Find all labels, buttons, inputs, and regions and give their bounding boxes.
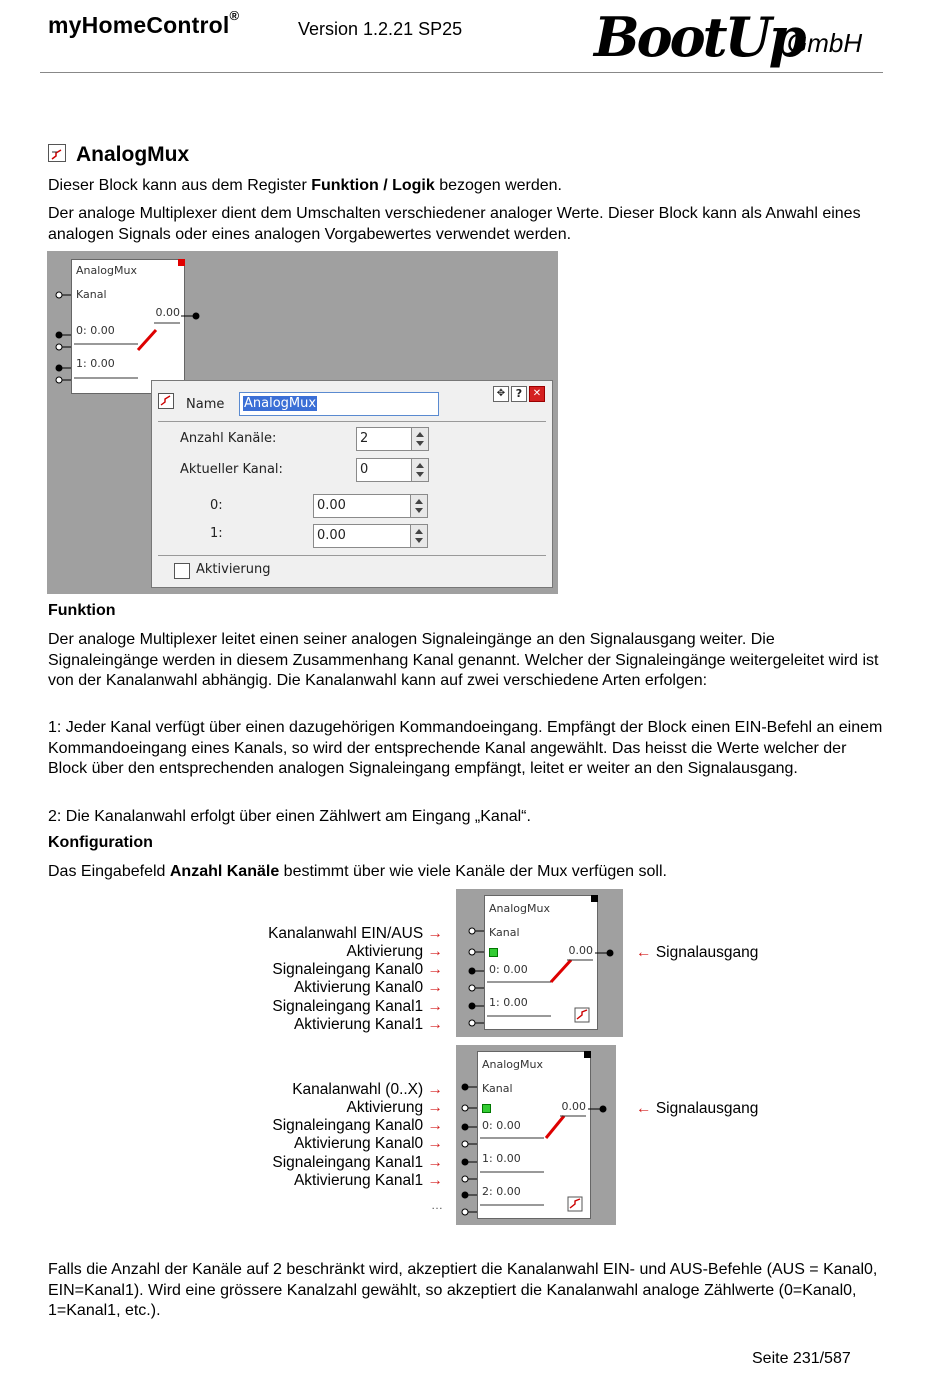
diagram1-output-value: 0.00 [568, 944, 593, 957]
channel1-input[interactable]: 0.00 [313, 524, 411, 548]
diagram1-input-connectors [466, 921, 486, 1029]
analogmux-block [71, 259, 185, 394]
closing-paragraph: Falls die Anzahl der Kanäle auf 2 beschränkt wird, akzeptiert die Kanalanwahl EIN- und AUS-Befehle (AUS = Kanal0, EIN=Kanal1). Wird eine grössere Kanalzahl gewählt, so akzeptiert die Kanalanwahl analoge Zählwerte (0=Kanal0, 1=Kanal1, etc.). [48, 1261, 878, 1319]
konfiguration-paragraph: Das Eingabefeld Anzahl Kanäle bestimmt über wie viele Kanäle der Mux verfügen soll. [48, 863, 667, 880]
mux-switch-graphic [72, 260, 184, 393]
aktivierung-checkbox[interactable] [174, 563, 190, 579]
help-icon[interactable]: ? [511, 386, 527, 402]
dialog-divider [158, 421, 546, 422]
diagram2-label-signal0: Signaleingang Kanal0 → [272, 1117, 443, 1134]
diagram2-output-connector [588, 1102, 610, 1116]
diagram1-switch-graphic [485, 896, 597, 1029]
svg-text:GmbH: GmbH [787, 28, 863, 58]
konfiguration-heading: Konfiguration [48, 834, 153, 851]
diagram2-kanal-label: Kanal [482, 1082, 513, 1095]
anzahl-kanaele-label: Anzahl Kanäle: [180, 431, 277, 446]
diagram2-ellipsis: … [431, 1198, 443, 1212]
output-value: 0.00 [155, 306, 180, 319]
product-title: myHomeControl® [48, 8, 240, 38]
aktueller-kanal-label: Aktueller Kanal: [180, 462, 283, 477]
diagram1-input0: 0: 0.00 [489, 963, 528, 976]
diagram2-output-label: ← Signalausgang [636, 1100, 759, 1117]
diagram2-label-akt0: Aktivierung Kanal0 → [293, 1135, 443, 1152]
analogmux-icon [48, 144, 66, 162]
diagram2-switch-graphic [478, 1052, 590, 1218]
header-divider [40, 72, 883, 73]
diagram1-label-kanalanwahl: Kanalanwahl EIN/AUS → [268, 925, 443, 942]
channel0-label: 0: [210, 498, 223, 513]
intro-text: Dieser Block kann aus dem Register Funktion / Logik bezogen werden. [48, 177, 562, 194]
diagram2-input-connectors [459, 1077, 479, 1222]
diagram2-label-aktivierung: Aktivierung → [346, 1099, 443, 1116]
funktion-paragraph-2: 1: Jeder Kanal verfügt über einen dazugehörigen Kommandoeingang. Empfängt der Block einen EIN-Befehl an einem Kommandoeingang eines Kanals, so wird der entsprechende Kanal angewählt. Das heisst die Werte welcher der Block über den entsprechenden analogen Signaleingang empfängt, leitet er weiter an den Signalausgang. [48, 719, 883, 777]
diagram2-input2: 2: 0.00 [482, 1185, 521, 1198]
aktivierung-label: Aktivierung [196, 562, 271, 577]
diagram1-block [484, 895, 598, 1030]
section-title: AnalogMux [48, 143, 189, 167]
diagram1-label-signal1: Signaleingang Kanal1 → [272, 998, 443, 1015]
diagram1-block-title: AnalogMux [489, 902, 550, 915]
name-label: Name [186, 397, 225, 412]
funktion-heading: Funktion [48, 602, 116, 619]
diagram2-block-title: AnalogMux [482, 1058, 543, 1071]
properties-dialog [151, 380, 553, 588]
anzahl-kanaele-spinner[interactable] [411, 427, 429, 451]
channel1-label: 1: [210, 526, 223, 541]
dialog-block-icon [158, 393, 174, 409]
channel0-input[interactable]: 0.00 [313, 494, 411, 518]
diagram2-input0: 0: 0.00 [482, 1119, 521, 1132]
diagram1-screenshot [456, 889, 623, 1037]
diagram2-label-kanalanwahl: Kanalanwahl (0..X) → [292, 1081, 443, 1098]
diagram2-label-akt1: Aktivierung Kanal1 → [293, 1172, 443, 1189]
version-label: Version 1.2.21 SP25 [298, 19, 463, 39]
diagram2-screenshot [456, 1045, 616, 1225]
input0-value: 0: 0.00 [76, 324, 115, 337]
page-number: Seite 231/587 [752, 1350, 851, 1367]
diagram2-output-value: 0.00 [561, 1100, 586, 1113]
diagram1-label-aktivierung: Aktivierung → [346, 943, 443, 960]
close-icon[interactable]: ✕ [529, 386, 545, 402]
diagram2-block [477, 1051, 591, 1219]
block-input-connectors [53, 285, 73, 385]
anzahl-kanaele-input[interactable]: 2 [356, 427, 412, 451]
diagram1-label-akt1: Aktivierung Kanal1 → [293, 1016, 443, 1033]
diagram1-kanal-label: Kanal [489, 926, 520, 939]
diagram1-label-akt0: Aktivierung Kanal0 → [293, 979, 443, 996]
block-output-connector [181, 309, 203, 323]
diagram1-output-label: ← Signalausgang [636, 944, 759, 961]
channel1-spinner[interactable] [410, 524, 428, 548]
block-title: AnalogMux [76, 264, 137, 277]
name-input[interactable]: AnalogMux [239, 392, 439, 416]
diagram1-output-connector [595, 946, 617, 960]
funktion-paragraph-1: Der analoge Multiplexer leitet einen seiner analogen Signaleingänge an den Signalausgang weiter. Die Signaleingänge werden in diesem Zusammenhang Kanal genannt. Welcher der Signaleingänge weitergeleitet wird ist von der Kanalanwahl abhängig. Die Kanalanwahl kann auf zwei verschiedene Arten erfolgen: [48, 631, 879, 689]
diagram2-input1: 1: 0.00 [482, 1152, 521, 1165]
dialog-divider-bottom [158, 555, 546, 556]
diagram1-label-signal0: Signaleingang Kanal0 → [272, 961, 443, 978]
kanal-label: Kanal [76, 288, 107, 301]
input1-value: 1: 0.00 [76, 357, 115, 370]
channel0-spinner[interactable] [410, 494, 428, 518]
diagram1-input1: 1: 0.00 [489, 996, 528, 1009]
svg-text:BootUp: BootUp [594, 6, 804, 68]
move-icon[interactable]: ✥ [493, 386, 509, 402]
description-text: Der analoge Multiplexer dient dem Umschalten verschiedener analoger Werte. Dieser Block kann als Anwahl eines analogen Signals oder eines analogen Vorgabewertes verwendet werden. [48, 205, 861, 243]
aktueller-kanal-spinner[interactable] [411, 458, 429, 482]
diagram2-label-signal1: Signaleingang Kanal1 → [272, 1154, 443, 1171]
company-logo [592, 6, 882, 68]
aktueller-kanal-input[interactable]: 0 [356, 458, 412, 482]
funktion-paragraph-3: 2: Die Kanalanwahl erfolgt über einen Zählwert am Eingang „Kanal“. [48, 808, 531, 825]
config-screenshot [47, 251, 558, 594]
